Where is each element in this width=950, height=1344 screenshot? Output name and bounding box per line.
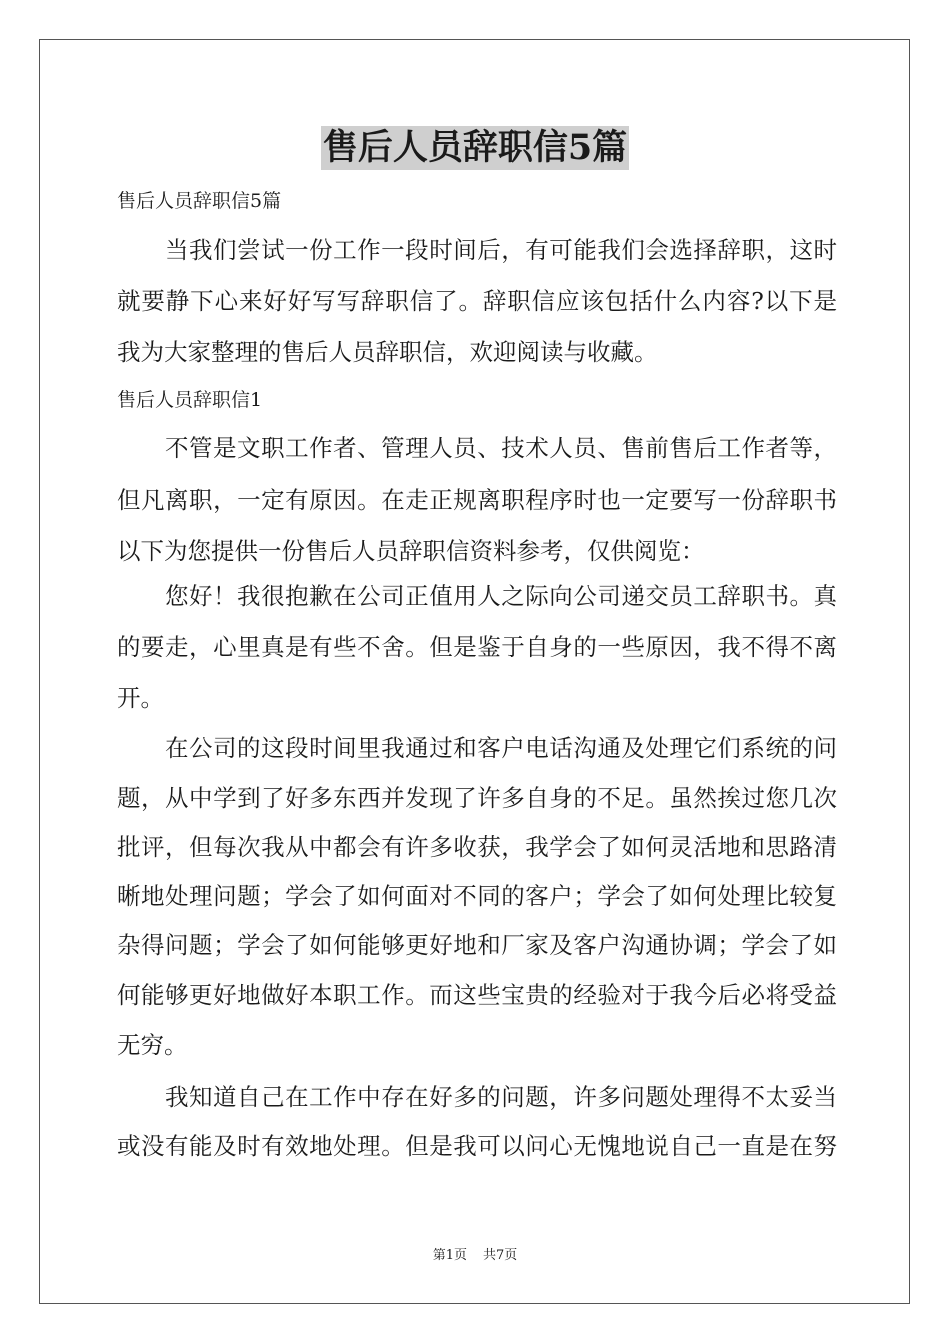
section-heading: 售后人员辞职信1 <box>117 389 263 411</box>
paragraph-line: 在公司的这段时间里我通过和客户电话沟通及处理它们系统的问 <box>165 734 837 762</box>
page-number-current: 第1页 <box>432 1248 467 1263</box>
paragraph-line: 以下为您提供一份售后人员辞职信资料参考，仅供阅览： <box>117 537 705 565</box>
paragraph-line: 不管是文职工作者、管理人员、技术人员、售前售后工作者等， <box>165 434 837 462</box>
paragraph-line: 无穷。 <box>117 1031 188 1059</box>
paragraph-line: 当我们尝试一份工作一段时间后，有可能我们会选择辞职，这时 <box>165 236 837 264</box>
title-container <box>0 126 950 170</box>
page-footer <box>0 1247 950 1265</box>
paragraph-line: 题，从中学到了好多东西并发现了许多自身的不足。虽然挨过您几次 <box>117 784 837 812</box>
paragraph-line: 或没有能及时有效地处理。但是我可以问心无愧地说自己一直是在努 <box>117 1132 837 1160</box>
subtitle-line: 售后人员辞职信5篇 <box>117 190 282 212</box>
paragraph-line: 但凡离职，一定有原因。在走正规离职程序时也一定要写一份辞职书 <box>117 486 837 514</box>
paragraph-line: 何能够更好地做好本职工作。而这些宝贵的经验对于我今后必将受益 <box>117 981 837 1009</box>
paragraph-line: 杂得问题；学会了如何能够更好地和厂家及客户沟通协调；学会了如 <box>117 931 837 959</box>
paragraph-line: 您好！我很抱歉在公司正值用人之际向公司递交员工辞职书。真 <box>165 582 837 610</box>
document-title: 售后人员辞职信5篇 <box>322 127 628 168</box>
paragraph-line: 我知道自己在工作中存在好多的问题，许多问题处理得不太妥当 <box>165 1083 837 1111</box>
paragraph-line: 我为大家整理的售后人员辞职信，欢迎阅读与收藏。 <box>117 338 658 366</box>
paragraph-line: 就要静下心来好好写写辞职信了。辞职信应该包括什么内容?以下是 <box>117 287 837 315</box>
page-border <box>39 39 910 1304</box>
paragraph-line: 晰地处理问题；学会了如何面对不同的客户；学会了如何处理比较复 <box>117 882 837 910</box>
paragraph-line: 的要走，心里真是有些不舍。但是鉴于自身的一些原因，我不得不离 <box>117 633 837 661</box>
page-number-total: 共7页 <box>483 1248 518 1263</box>
paragraph-line: 开。 <box>117 684 164 712</box>
paragraph-line: 批评，但每次我从中都会有许多收获，我学会了如何灵活地和思路清 <box>117 833 837 861</box>
